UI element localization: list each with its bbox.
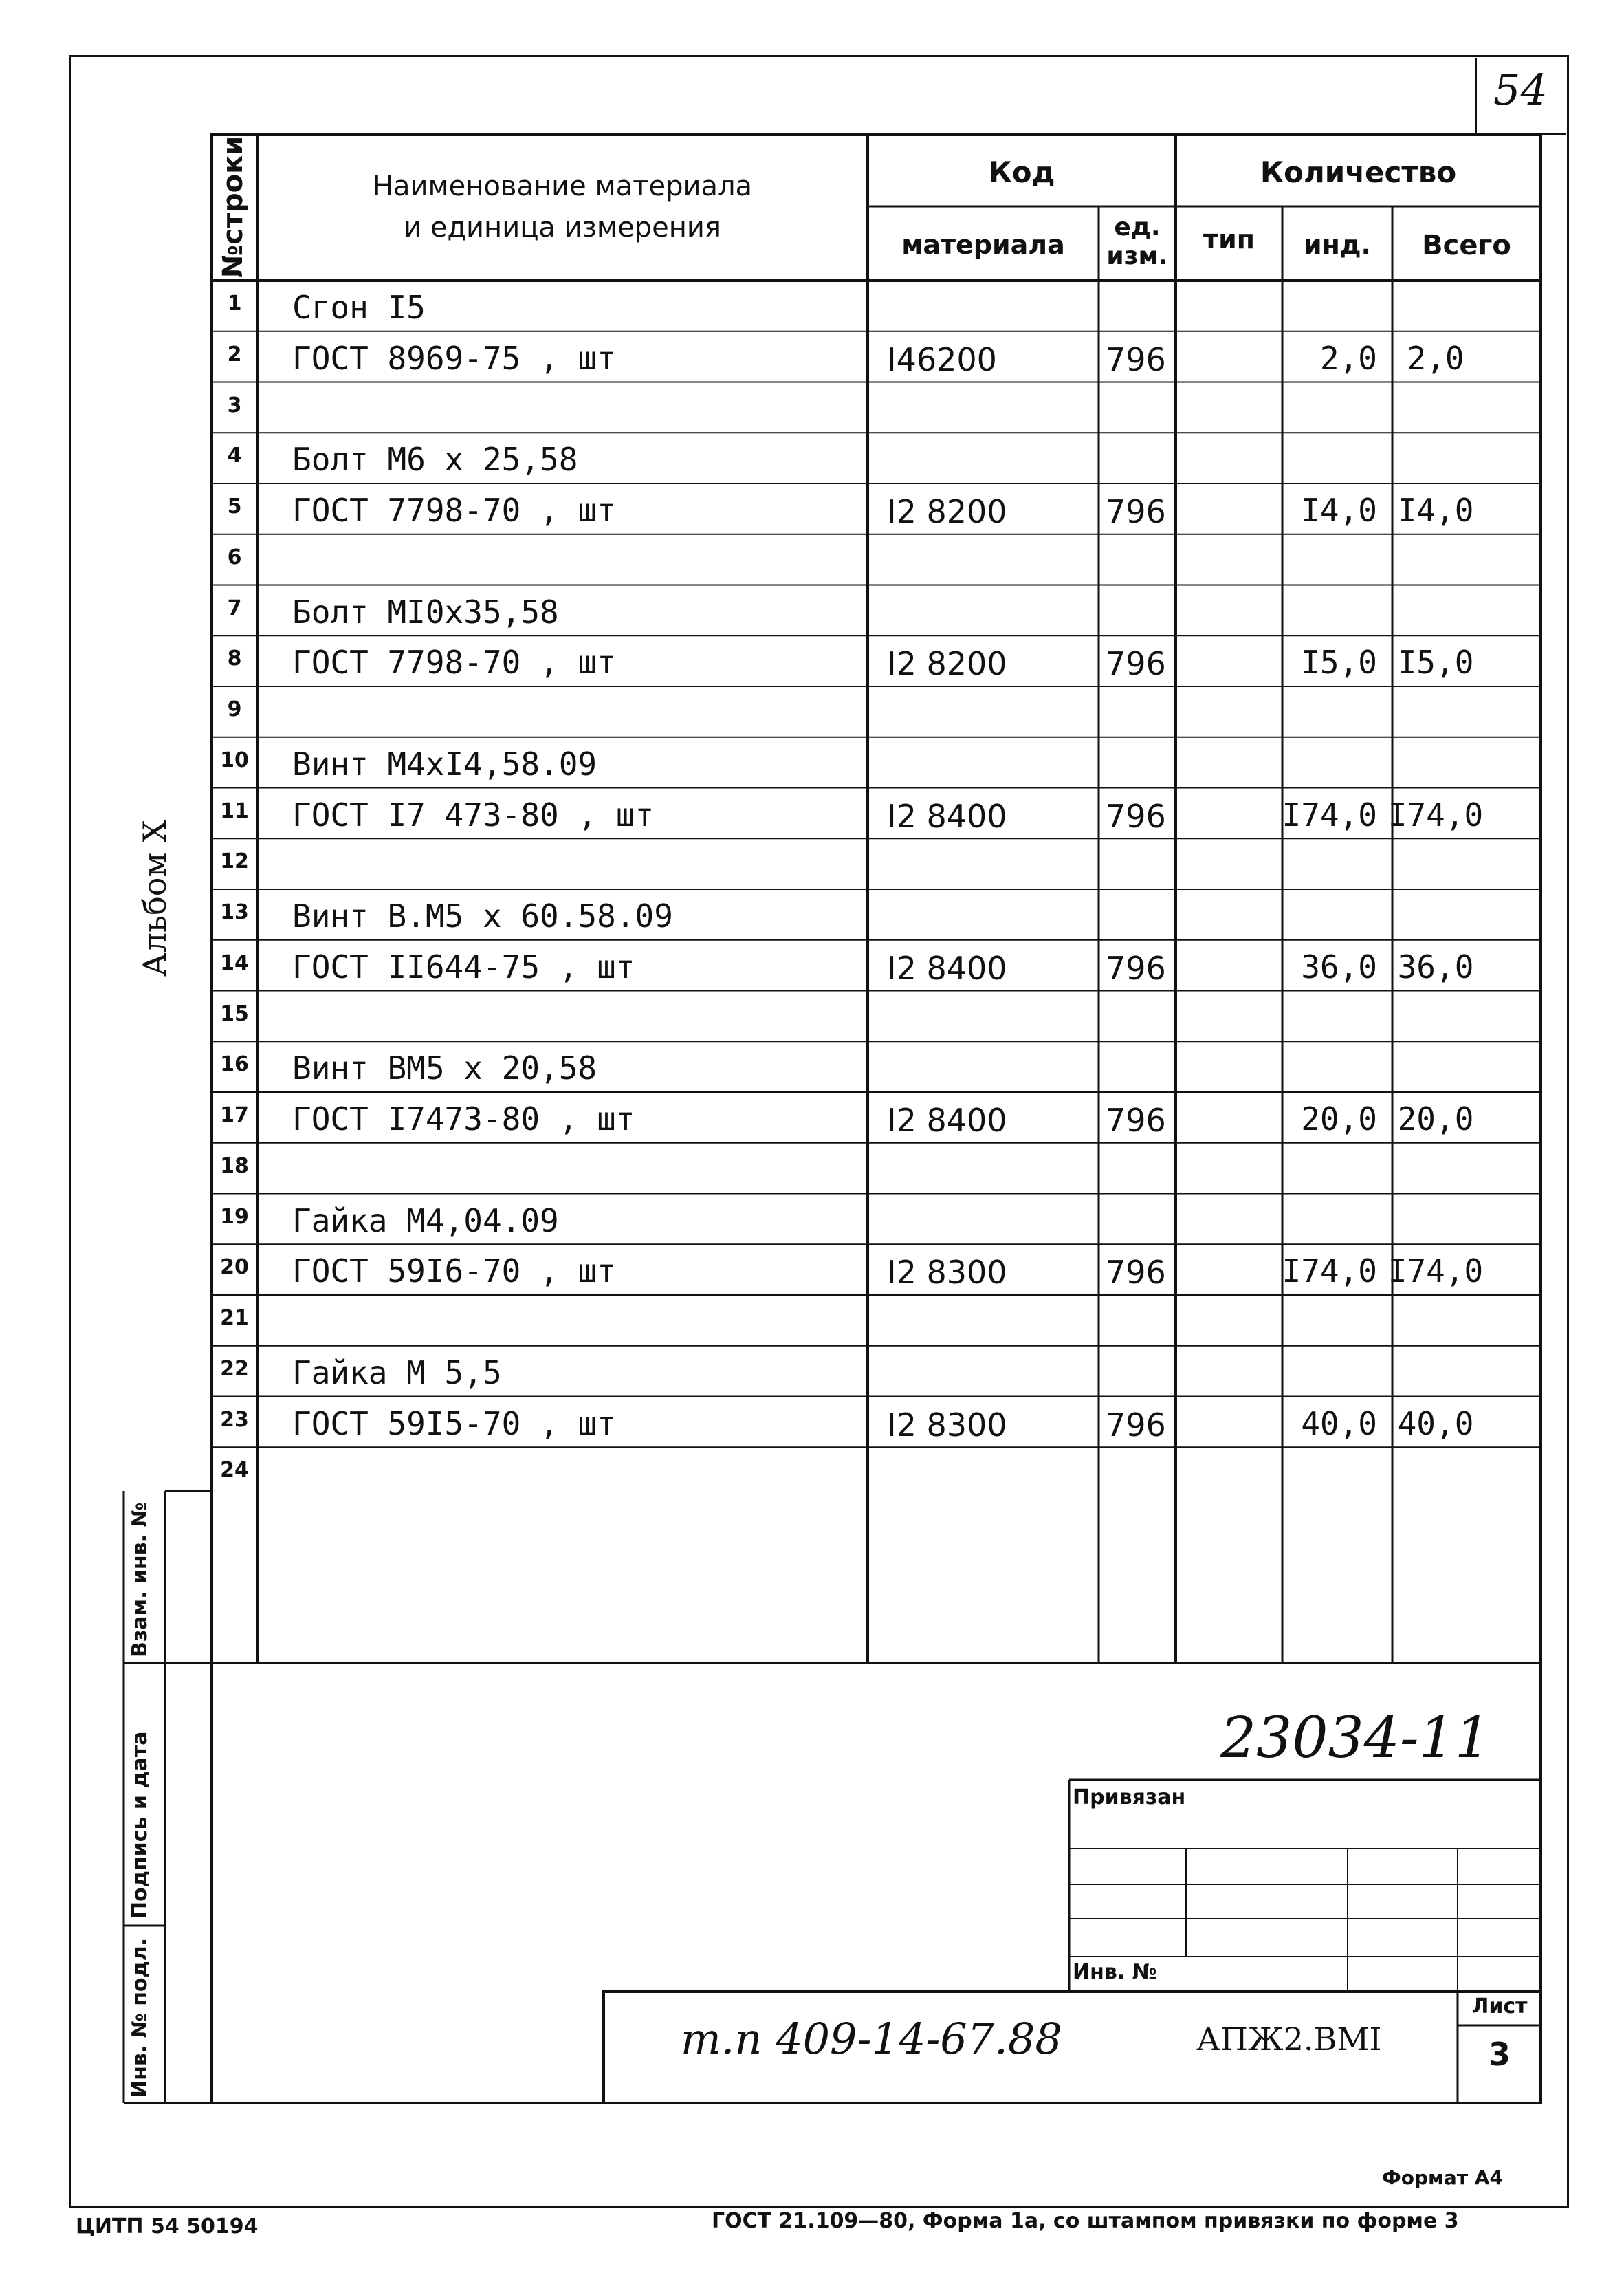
quantity-ind: 36,0: [1301, 948, 1377, 986]
row-number: 13: [220, 900, 249, 924]
material-name: Винт В.М5 х 60.58.09: [292, 897, 673, 935]
row-number: 1: [227, 292, 242, 316]
material-name: ГОСТ 7798-70 , шт: [292, 492, 616, 529]
footer-right: ГОСТ 21.109—80, Форма 1а, со штампом привязки по форме 3: [712, 2209, 1459, 2233]
material-name: ГОСТ I7 473-80 , шт: [292, 796, 655, 834]
quantity-ind: I74,0: [1282, 796, 1377, 834]
quantity-ind: I5,0: [1301, 644, 1377, 682]
material-name: Винт М4хI4,58.09: [292, 745, 597, 783]
material-code: I46200: [887, 340, 997, 378]
quantity-total: 2,0: [1407, 339, 1464, 377]
row-number: 5: [227, 494, 242, 519]
quantity-total: I5,0: [1397, 644, 1474, 682]
row-number: 15: [220, 1001, 249, 1026]
handwritten-number: 23034-11: [1220, 1706, 1491, 1771]
quantity-ind: I4,0: [1301, 492, 1377, 529]
unit-code: 796: [1106, 1102, 1166, 1139]
header-name-line1: Наименование материала: [372, 171, 753, 202]
unit-code: 796: [1106, 1254, 1166, 1292]
row-number: 8: [227, 646, 242, 671]
quantity-total: I74,0: [1387, 796, 1484, 834]
material-code: I2 8300: [887, 1406, 1007, 1444]
unit-code: 796: [1106, 493, 1166, 530]
row-number: 24: [220, 1458, 249, 1483]
row-number: 12: [220, 849, 249, 874]
unit-code: 796: [1106, 1406, 1166, 1444]
row-number: 14: [220, 950, 249, 975]
unit-code: 796: [1106, 797, 1166, 835]
footer-left: ЦИТП 54 50194: [76, 2214, 259, 2239]
material-name: ГОСТ 7798-70 , шт: [292, 644, 616, 682]
row-number: 21: [220, 1306, 249, 1330]
quantity-total: I4,0: [1397, 492, 1474, 529]
material-name: ГОСТ I7473-80 , шт: [292, 1100, 635, 1138]
unit-code: 796: [1106, 645, 1166, 683]
material-name: Сгон I5: [292, 289, 426, 326]
material-name: ГОСТ 59I5-70 , шт: [292, 1404, 616, 1442]
doc-code: АПЖ2.ВМI: [1196, 2021, 1382, 2058]
quantity-total: I74,0: [1387, 1252, 1484, 1290]
inv-podl-label: Инв. № подл.: [128, 1937, 152, 2098]
material-code: I2 8300: [887, 1254, 1007, 1292]
row-number: 10: [220, 748, 249, 772]
sheet-number: 3: [1488, 2036, 1511, 2073]
row-number: 18: [220, 1153, 249, 1178]
unit-code: 796: [1106, 949, 1166, 987]
header-type: тип: [1203, 224, 1255, 254]
material-code: I2 8200: [887, 645, 1007, 683]
page-number: 54: [1493, 65, 1548, 115]
material-name: ГОСТ 59I6-70 , шт: [292, 1252, 616, 1290]
quantity-ind: 20,0: [1301, 1100, 1377, 1138]
quantity-total: 20,0: [1397, 1100, 1474, 1138]
row-number: 11: [220, 798, 249, 823]
unit-code: 796: [1106, 340, 1166, 378]
album-label: Альбом Х: [136, 820, 173, 977]
row-number: 7: [227, 596, 242, 620]
quantity-ind: 2,0: [1319, 339, 1377, 377]
material-name: Винт ВМ5 х 20,58: [292, 1049, 597, 1087]
row-number: 19: [220, 1204, 249, 1229]
row-number: 9: [227, 697, 242, 721]
doc-code-handwritten: т.п 409-14-67.88: [681, 2014, 1062, 2064]
quantity-total: 36,0: [1397, 948, 1474, 986]
material-name: Гайка М 5,5: [292, 1353, 502, 1391]
header-name-line2: и единица измерения: [404, 212, 721, 243]
header-quantity: Количество: [1260, 155, 1457, 189]
row-number: 16: [220, 1052, 249, 1077]
material-code: I2 8400: [887, 797, 1007, 835]
row-number: 3: [227, 393, 242, 417]
vzam-inv-label: Взам. инв. №: [128, 1502, 152, 1657]
header-code: Код: [988, 155, 1055, 189]
quantity-ind: I74,0: [1282, 1252, 1377, 1290]
format-label: Формат А4: [1382, 2166, 1503, 2189]
sheet-label: Лист: [1471, 1994, 1528, 2018]
header-unit-line2: изм.: [1106, 242, 1168, 270]
row-number: 6: [227, 545, 242, 569]
quantity-ind: 40,0: [1301, 1404, 1377, 1442]
header-material: материала: [901, 230, 1065, 260]
quantity-total: 40,0: [1397, 1404, 1474, 1442]
row-number: 2: [227, 342, 242, 367]
row-number: 22: [220, 1356, 249, 1381]
privyazan-label: Привязан: [1073, 1785, 1186, 1809]
material-name: Болт МI0х35,58: [292, 593, 559, 631]
material-code: I2 8400: [887, 949, 1007, 987]
header-total: Всего: [1422, 230, 1511, 261]
podpis-data-label: Подпись и дата: [128, 1731, 152, 1919]
header-unit-line1: ед.: [1114, 213, 1161, 241]
header-ind: инд.: [1303, 230, 1371, 260]
material-name: Болт М6 х 25,58: [292, 441, 578, 479]
row-number: 4: [227, 444, 242, 468]
inv-no-label: Инв. №: [1073, 1960, 1157, 1984]
material-code: I2 8400: [887, 1102, 1007, 1139]
row-number: 17: [220, 1103, 249, 1127]
material-name: Гайка М4,04.09: [292, 1201, 559, 1239]
material-name: ГОСТ 8969-75 , шт: [292, 339, 616, 377]
material-name: ГОСТ II644-75 , шт: [292, 948, 635, 986]
row-number: 23: [220, 1407, 249, 1432]
row-number: 20: [220, 1255, 249, 1280]
header-row-no: №строки: [217, 135, 249, 278]
material-code: I2 8200: [887, 493, 1007, 530]
